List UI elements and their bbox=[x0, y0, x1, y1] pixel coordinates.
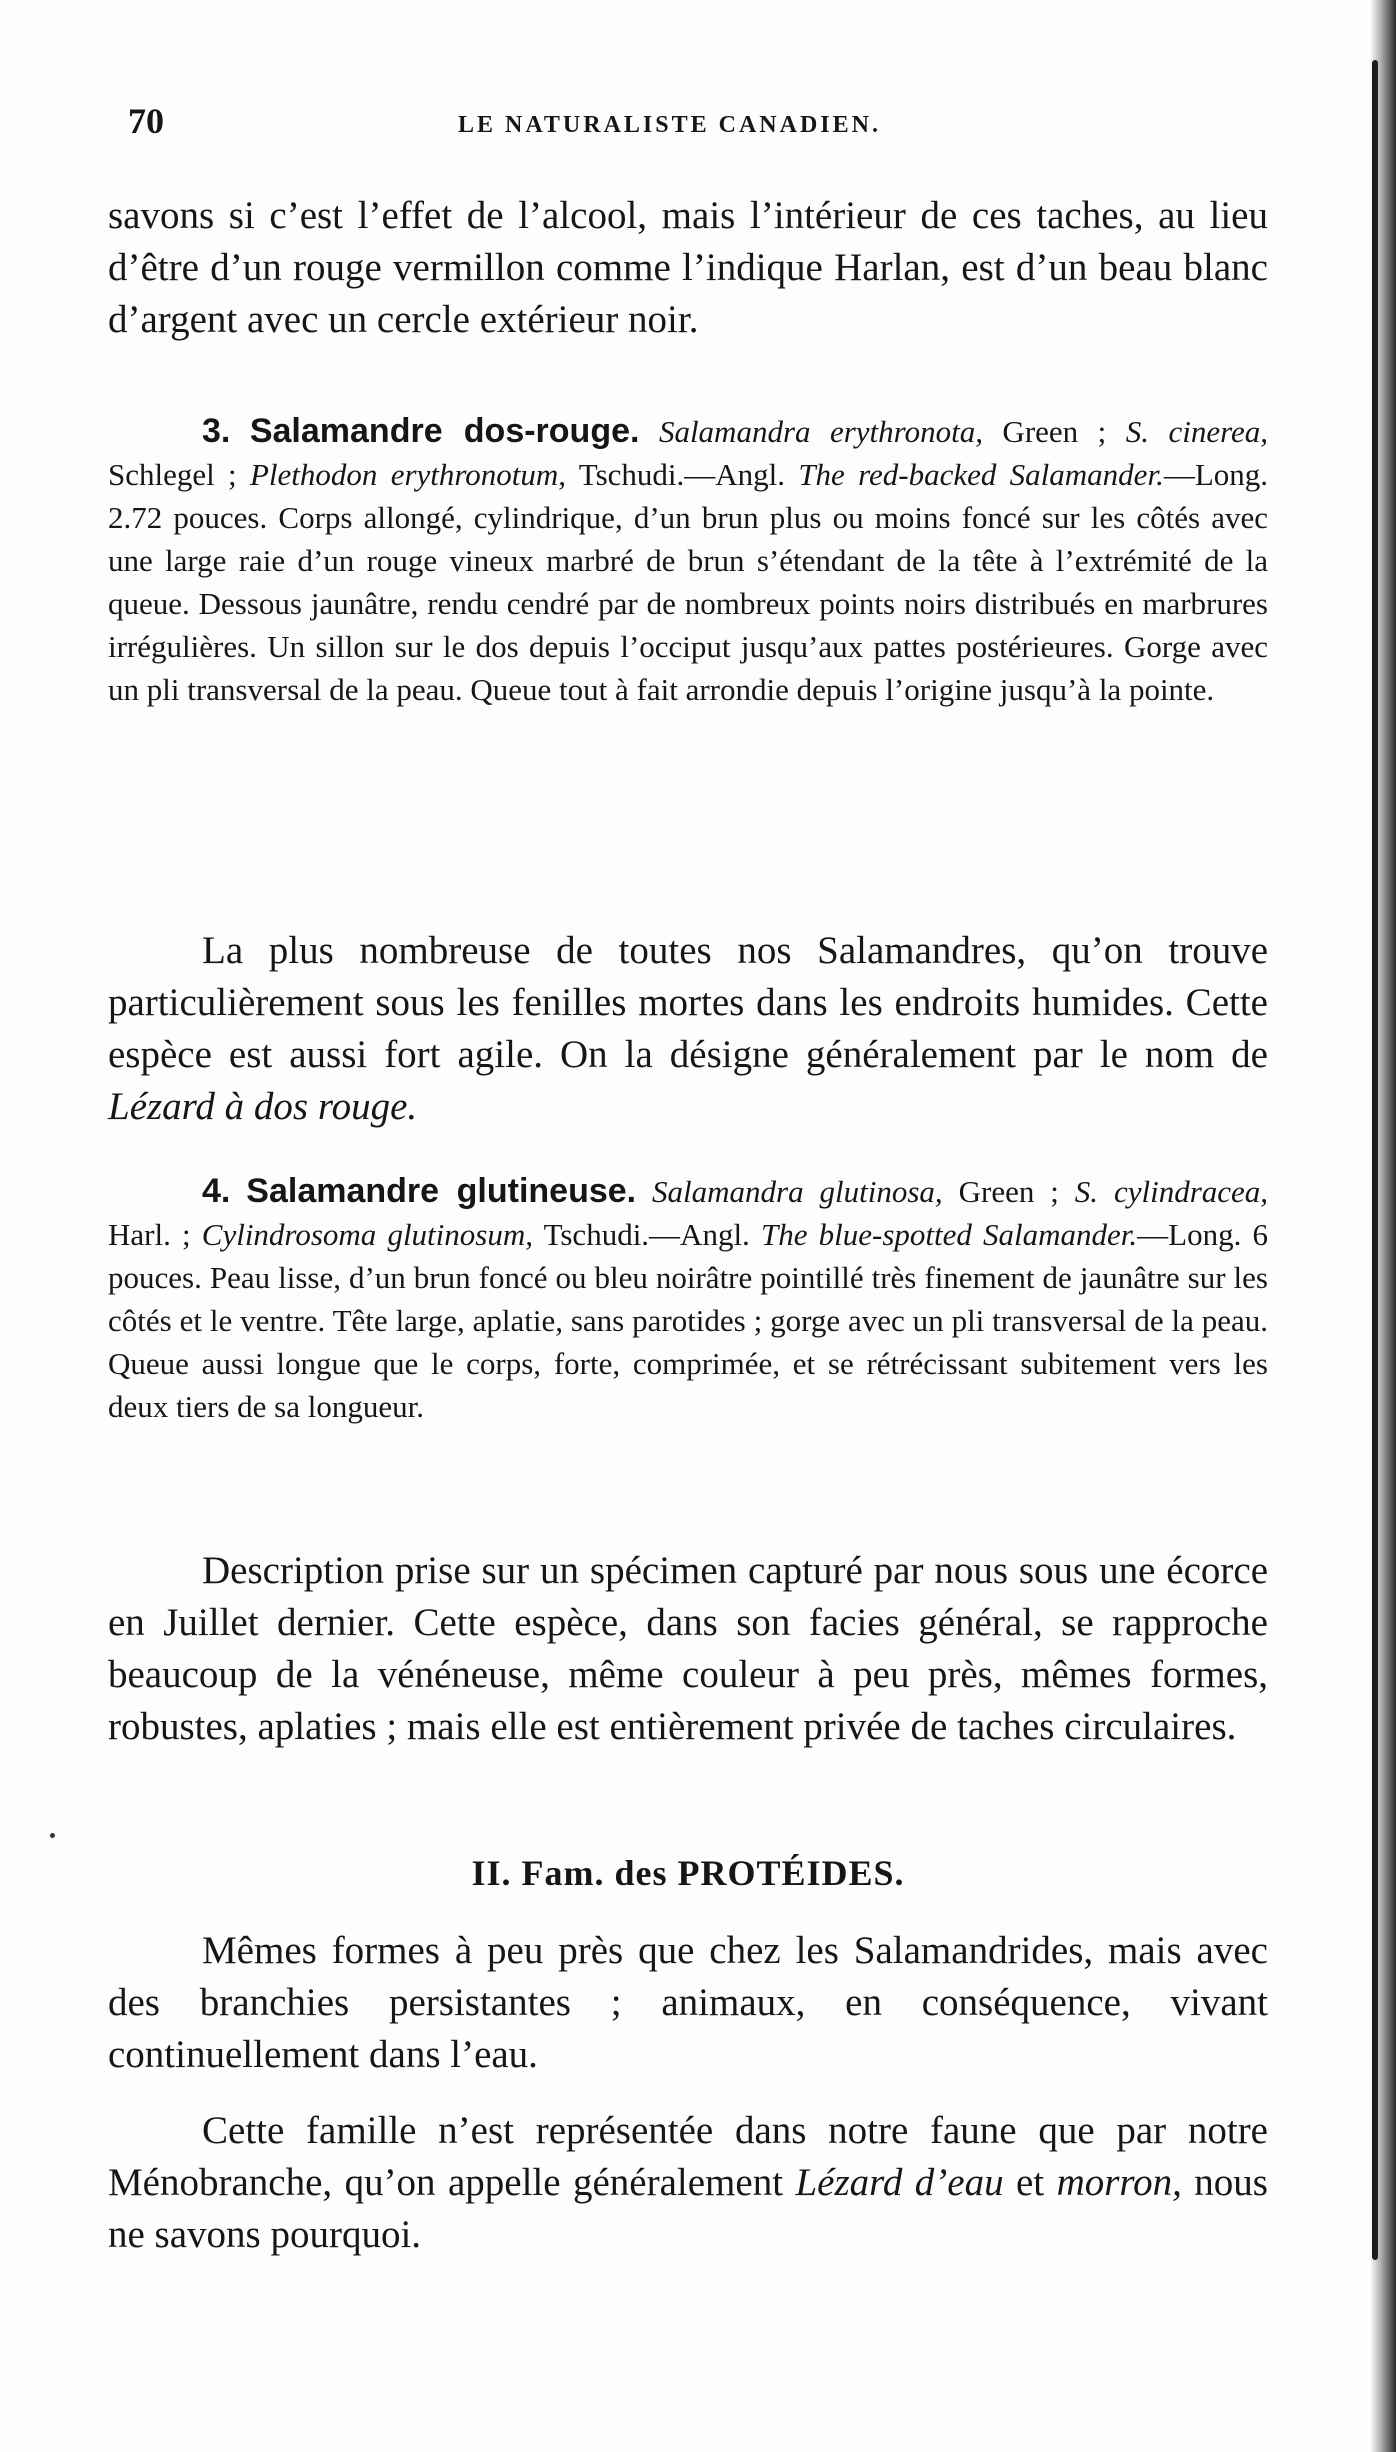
authority: Green ; bbox=[982, 414, 1126, 449]
english-name: The blue-spotted Salamander. bbox=[760, 1217, 1138, 1252]
latin-name: Salamandra erythronota, bbox=[658, 414, 983, 449]
page-number: 70 bbox=[128, 101, 164, 141]
binding-edge-line bbox=[1372, 60, 1378, 2260]
latin-synonym: Cylindrosoma glutinosum, bbox=[201, 1217, 533, 1252]
running-head: LE NATURALISTE CANADIEN. bbox=[458, 112, 881, 138]
paragraph-continuation bbox=[108, 190, 1268, 346]
description-text: —Long. 6 pouces. Peau lisse, d’un brun foncé ou bleu noirâtre pointillé très finement de jaunâtre sur les côtés et le ventre. Tête large, aplatie, sans parotides ; gorge avec un pli transversal de la peau. Queue aussi longue que le corps, forte, comprimée, et se rétrécissant subitement vers les deux tiers de sa longueur. bbox=[108, 1217, 1269, 1424]
species-number: 4. bbox=[202, 1172, 231, 1210]
paragraph-text: Mêmes formes à peu près que chez les Salamandrides, mais avec des branchies persistantes ; animaux, en conséquence, vivant continuellement dans l’eau. bbox=[108, 1929, 1268, 2076]
common-name: Lézard à dos rouge. bbox=[108, 1085, 418, 1128]
paragraph-text: Description prise sur un spécimen capturé par nous sous une écorce en Juillet dernier. Cette espèce, dans son facies général, se rapproche beaucoup de la vénéneuse, même couleur à peu près, mêmes formes, robustes, aplaties ; mais elle est entièrement privée de taches circulaires. bbox=[108, 1549, 1268, 1748]
authority: Green ; bbox=[942, 1174, 1075, 1209]
species-4-entry bbox=[108, 1170, 1268, 1428]
authority: Tschudi.—Angl. bbox=[533, 1217, 761, 1252]
common-name: Lézard d’eau bbox=[795, 2161, 1004, 2204]
common-name: morron, bbox=[1056, 2161, 1182, 2204]
latin-synonym: Plethodon erythronotum, bbox=[249, 457, 567, 492]
english-name: The red-backed Salamander. bbox=[798, 457, 1164, 492]
species-name: Salamandre glutineuse. bbox=[246, 1172, 637, 1210]
paragraph-habitat bbox=[108, 925, 1268, 1133]
scan-speck bbox=[50, 1833, 55, 1838]
paragraph-text bbox=[108, 925, 1268, 1133]
latin-name: Salamandra glutinosa, bbox=[652, 1174, 943, 1209]
paragraph-family-description bbox=[108, 1925, 1268, 2081]
paragraph-body: Cette famille n’est représentée dans notre faune que par notre Ménobranche, qu’on appelle généralement bbox=[108, 2109, 1268, 2204]
species-4-description bbox=[108, 1170, 1268, 1428]
species-name: Salamandre dos-rouge. bbox=[249, 412, 640, 450]
section-heading: II. Fam. des PROTÉIDES. bbox=[471, 1853, 905, 1893]
paragraph-specimen bbox=[108, 1545, 1268, 1753]
authority: Schlegel ; bbox=[108, 457, 250, 492]
paragraph-text: savons si c’est l’effet de l’alcool, mais l’intérieur de ces taches, au lieu d’être d’un rouge vermillon comme l’indique Harlan, est d’un beau blanc d’argent avec un cercle extérieur noir. bbox=[108, 194, 1268, 341]
paragraph-body: et bbox=[1003, 2161, 1057, 2204]
paragraph-body: nous ne savons pourquoi. bbox=[108, 2161, 1268, 2256]
paragraph-text bbox=[108, 2105, 1268, 2261]
species-number: 3. bbox=[202, 412, 231, 450]
species-3-entry bbox=[108, 410, 1268, 711]
description-text: —Long. 2.72 pouces. Corps allongé, cylindrique, d’un brun plus ou moins foncé sur les côtés avec une large raie d’un rouge vineux marbré de brun s’étendant de la tête à l’extrémité de la queue. Dessous jaunâtre, rendu cendré par de nombreux points noirs distribués en marbrures irrégulières. Un sillon sur le dos depuis l’occiput jusqu’aux pattes postérieures. Gorge avec un pli transversal de la peau. Queue tout à fait arrondie depuis l’origine jusqu’à la pointe. bbox=[108, 457, 1269, 707]
paragraph-menobranche bbox=[108, 2105, 1268, 2261]
latin-synonym: S. cylindracea, bbox=[1074, 1174, 1269, 1209]
authority: Tschudi.—Angl. bbox=[566, 457, 799, 492]
species-3-description bbox=[108, 410, 1268, 711]
latin-synonym: S. cinerea, bbox=[1125, 414, 1269, 449]
authority: Harl. ; bbox=[108, 1217, 202, 1252]
page-header bbox=[128, 100, 1258, 150]
paragraph-body: La plus nombreuse de toutes nos Salamandres, qu’on trouve particulièrement sous les fenilles mortes dans les endroits humides. Cette espèce est aussi fort agile. On la désigne généralement par le nom de bbox=[108, 929, 1268, 1076]
